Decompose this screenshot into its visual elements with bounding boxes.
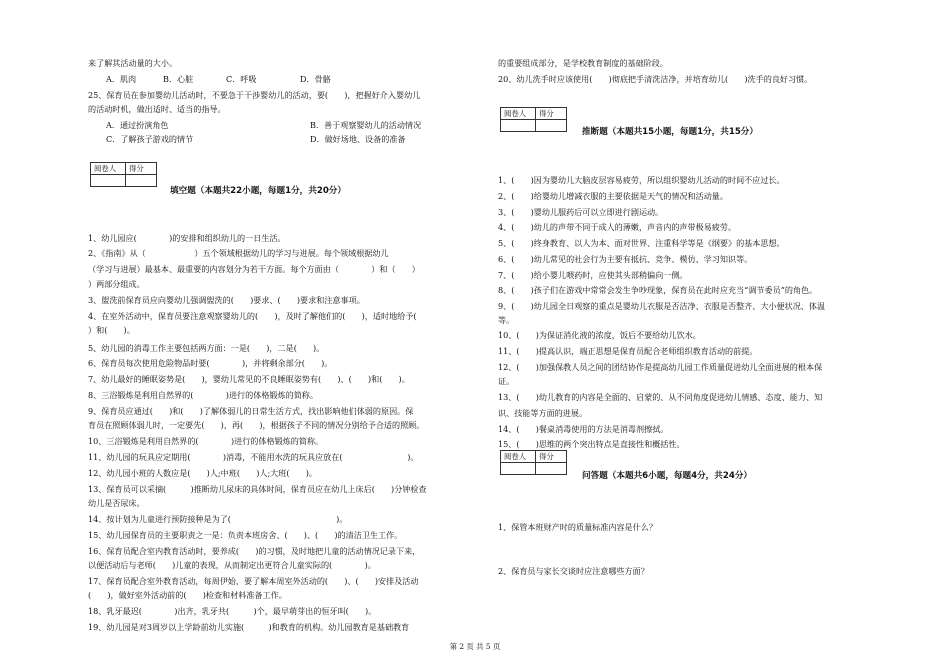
fill-question-line: 17、保育员配合室外教育活动，每周伊始，要了解本周室外活动的( )、( )安排及活动 <box>88 576 419 586</box>
score-box <box>500 107 567 132</box>
score-cell <box>536 463 567 475</box>
fill-question-line: 14、按计划为儿童进行预防接种是为了( )。 <box>88 514 348 524</box>
question-text: 20、幼儿洗手时应该使用( )彻底把手清洗洁净，并培育幼儿( )洗手的良好习惯。 <box>498 74 813 84</box>
score-cell <box>536 120 567 132</box>
judge-question-line: 识、技能等方面的进展。 <box>498 408 588 418</box>
fill-question-line: （学习与进展）最基本、最重要的内容划分为若干方面。每个方面由（ ）和（ ） <box>88 264 420 274</box>
score-cell <box>126 175 157 187</box>
section-title-fill: 填空题（本题共22小题，每题1分，共20分） <box>170 186 346 196</box>
fill-question-line: 13、保育员可以采摘( )推断幼儿尿床的具体时间，保育员应在幼儿上床后( )分钟检查 <box>88 484 427 494</box>
option-b: B．心脏 <box>163 74 194 84</box>
reviewer-cell <box>501 463 536 475</box>
section-title-judge: 推断题（本题共15小题，每题1分，共15分） <box>582 127 758 137</box>
judge-question-line: 6、( )幼儿常见的社会行为主要有抵抗、竞争、模仿、学习知识等。 <box>498 254 753 264</box>
fill-question-line: 15、幼儿园保育员的主要职责之一是：负责本班房舍、( )、( )的清洁卫生工作。 <box>88 530 403 540</box>
reviewer-label: 阅卷人 <box>501 451 536 463</box>
option-d: D．骨骼 <box>300 74 331 84</box>
judge-question-line: 13、( )幼儿教育的内容是全面的、启蒙的、从不同角度促进幼儿情感、态度、能力、知 <box>498 392 823 402</box>
score-label: 得分 <box>536 451 567 463</box>
judge-question-line: 等。 <box>498 315 515 325</box>
fill-question-line: 3、盥洗前保育员应向婴幼儿强调盥洗的( )要求、( )要求和注意事项。 <box>88 295 365 305</box>
fill-question-line: 8、三浴锻炼是利用自然界的( )进行的体格锻炼的简称。 <box>88 390 318 400</box>
fill-question-line: 16、保育员配合室内教育活动时，要养成( )的习惯，及时地把儿童的活动情况记录下来， <box>88 546 421 556</box>
fill-question-line: 5、幼儿园的消毒工作主要包括两方面：一是( )，二是( )。 <box>88 343 325 353</box>
judge-question-line: 4、( )幼儿的声带不同于成人的薄嫩，声音内的声带极易疲劳。 <box>498 222 737 232</box>
score-box <box>500 450 567 475</box>
judge-question-line: 14、( )餐桌消毒使用的方法是消毒剂擦拭。 <box>498 424 669 434</box>
judge-question-line: 9、( )幼儿园全日观察的重点是婴幼儿衣服是否洁净、衣服是否整齐、大小便状况、体温 <box>498 301 826 311</box>
fill-question-line: 12、幼儿园小班的人数应是( )人;中班( )人;大班( )。 <box>88 468 317 478</box>
fill-question-line: 幼儿是否尿床。 <box>88 498 145 508</box>
score-label: 得分 <box>126 163 157 175</box>
judge-question-line: 10、( )为保证消化液的浓度，饭后不要给幼儿饮水。 <box>498 330 701 340</box>
option-b: B．善于观察婴幼儿的活动情况 <box>310 120 422 130</box>
fill-question-line: 1、幼儿园应( )的安排和组织幼儿的一日生活。 <box>88 233 286 243</box>
qa-question: 1、保管本班财产时的质量标准内容是什么？ <box>498 522 657 532</box>
question-text: 来了解其活动量的大小。 <box>88 58 178 68</box>
reviewer-label: 阅卷人 <box>501 108 536 120</box>
judge-question-line: 2、( )给婴幼儿增减衣服的主要依据是天气的情况和活动量。 <box>498 191 728 201</box>
judge-question-line: 7、( )给小婴儿喂药时，应使其头部稍偏向一侧。 <box>498 270 688 280</box>
judge-question-line: 8、( )孩子们在游戏中常常会发生争吵现象，保育员在此时应充当“调节委员”的角色。 <box>498 285 818 295</box>
fill-question-line: 4、在室外活动中，保育员要注意观察婴幼儿的( )，及时了解他们的( )，适时地给予( <box>88 311 433 321</box>
fill-question-line: 9、保育员应通过( )和( )了解体弱儿的日常生活方式，找出影响他们体弱的原因。保 <box>88 406 414 416</box>
question-text: 的重要组成部分，是学校教育制度的基础阶段。 <box>498 58 668 68</box>
judge-question-line: 证。 <box>498 376 515 386</box>
score-label: 得分 <box>536 108 567 120</box>
fill-question-line: 2、《指南》从（ ）五个领域根据幼儿的学习与进展。每个领域根据幼儿 <box>88 248 389 258</box>
fill-question-line: ( )，做好室外活动前的( )检查和材料准备工作。 <box>88 590 287 600</box>
judge-question-line: 15、( )思维的两个突出特点是直接性和概括性。 <box>498 439 685 449</box>
qa-question: 2、保育员与家长交谈时应注意哪些方面？ <box>498 566 649 576</box>
score-box <box>90 162 157 187</box>
fill-question-line: ）两部分组成。 <box>88 279 145 289</box>
fill-question-line: 育员在照顾体弱儿时，一定要先( )，再( )，根据孩子不同的情况分别给予合适的照顾。 <box>88 420 425 430</box>
judge-question-line: 11、( )提高认识，端正思想是保育员配合老师组织教育活动的前提。 <box>498 346 758 356</box>
fill-question-line: 19、幼儿园是对3周岁以上学龄前幼儿实施( )和教育的机构。幼儿园教育是基础教育 <box>88 622 410 632</box>
judge-question-line: 3、( )婴幼儿服药后可以立即进行剧运动。 <box>498 207 664 217</box>
reviewer-cell <box>501 120 536 132</box>
fill-question-line: 7、幼儿最好的睡眠姿势是( )，婴幼儿常见的不良睡眠姿势有( )、( )和( )。 <box>88 374 410 384</box>
judge-question-line: 12、( )加强保教人员之间的团结协作是提高幼儿园工作质量促进幼儿全面进展的根本保 <box>498 362 823 372</box>
question-text: 的活动时机，做出适时、适当的指导。 <box>88 104 226 114</box>
reviewer-cell <box>91 175 126 187</box>
fill-question-line: 10、三浴锻炼是利用自然界的( )进行的体格锻炼的简称。 <box>88 436 324 446</box>
option-c: C．了解孩子游戏的情节 <box>106 134 194 144</box>
reviewer-label: 阅卷人 <box>91 163 126 175</box>
option-c: C．呼吸 <box>226 74 257 84</box>
fill-question-line: ）和( )。 <box>88 325 135 335</box>
judge-question-line: 1、( )因为婴幼儿大脑皮层容易疲劳，所以组织婴幼儿活动的时间不应过长。 <box>498 175 785 185</box>
judge-question-line: 5、( )终身教育、以人为本、面对世界、注重科学等是《纲要》的基本思想。 <box>498 238 785 248</box>
fill-question-line: 11、幼儿园的玩具应定期用( )消毒，不能用水洗的玩具应放在( )。 <box>88 452 419 462</box>
option-a: A．肌肉 <box>106 74 137 84</box>
question-text: 25、保育员在参加婴幼儿活动时，不要急于干涉婴幼儿的活动，要( )，把握好介入婴幼儿 <box>88 90 421 100</box>
fill-question-line: 以便活动后与老师( )儿童的表现，从而制定出更符合儿童实际的( )。 <box>88 560 376 570</box>
fill-question-line: 6、保育员每次使用危险物品时要( )，并将剩余部分( )。 <box>88 358 333 368</box>
section-title-qa: 问答题（本题共6小题，每题4分，共24分） <box>582 471 753 481</box>
option-d: D．做好场地、设备的准备 <box>310 134 406 144</box>
page-footer: 第 2 页 共 5 页 <box>449 642 501 651</box>
option-a: A．通过扮演角色 <box>106 120 169 130</box>
fill-question-line: 18、乳牙最迟( )出齐，乳牙共( )个，最早萌芽出的恒牙叫( )。 <box>88 606 377 616</box>
